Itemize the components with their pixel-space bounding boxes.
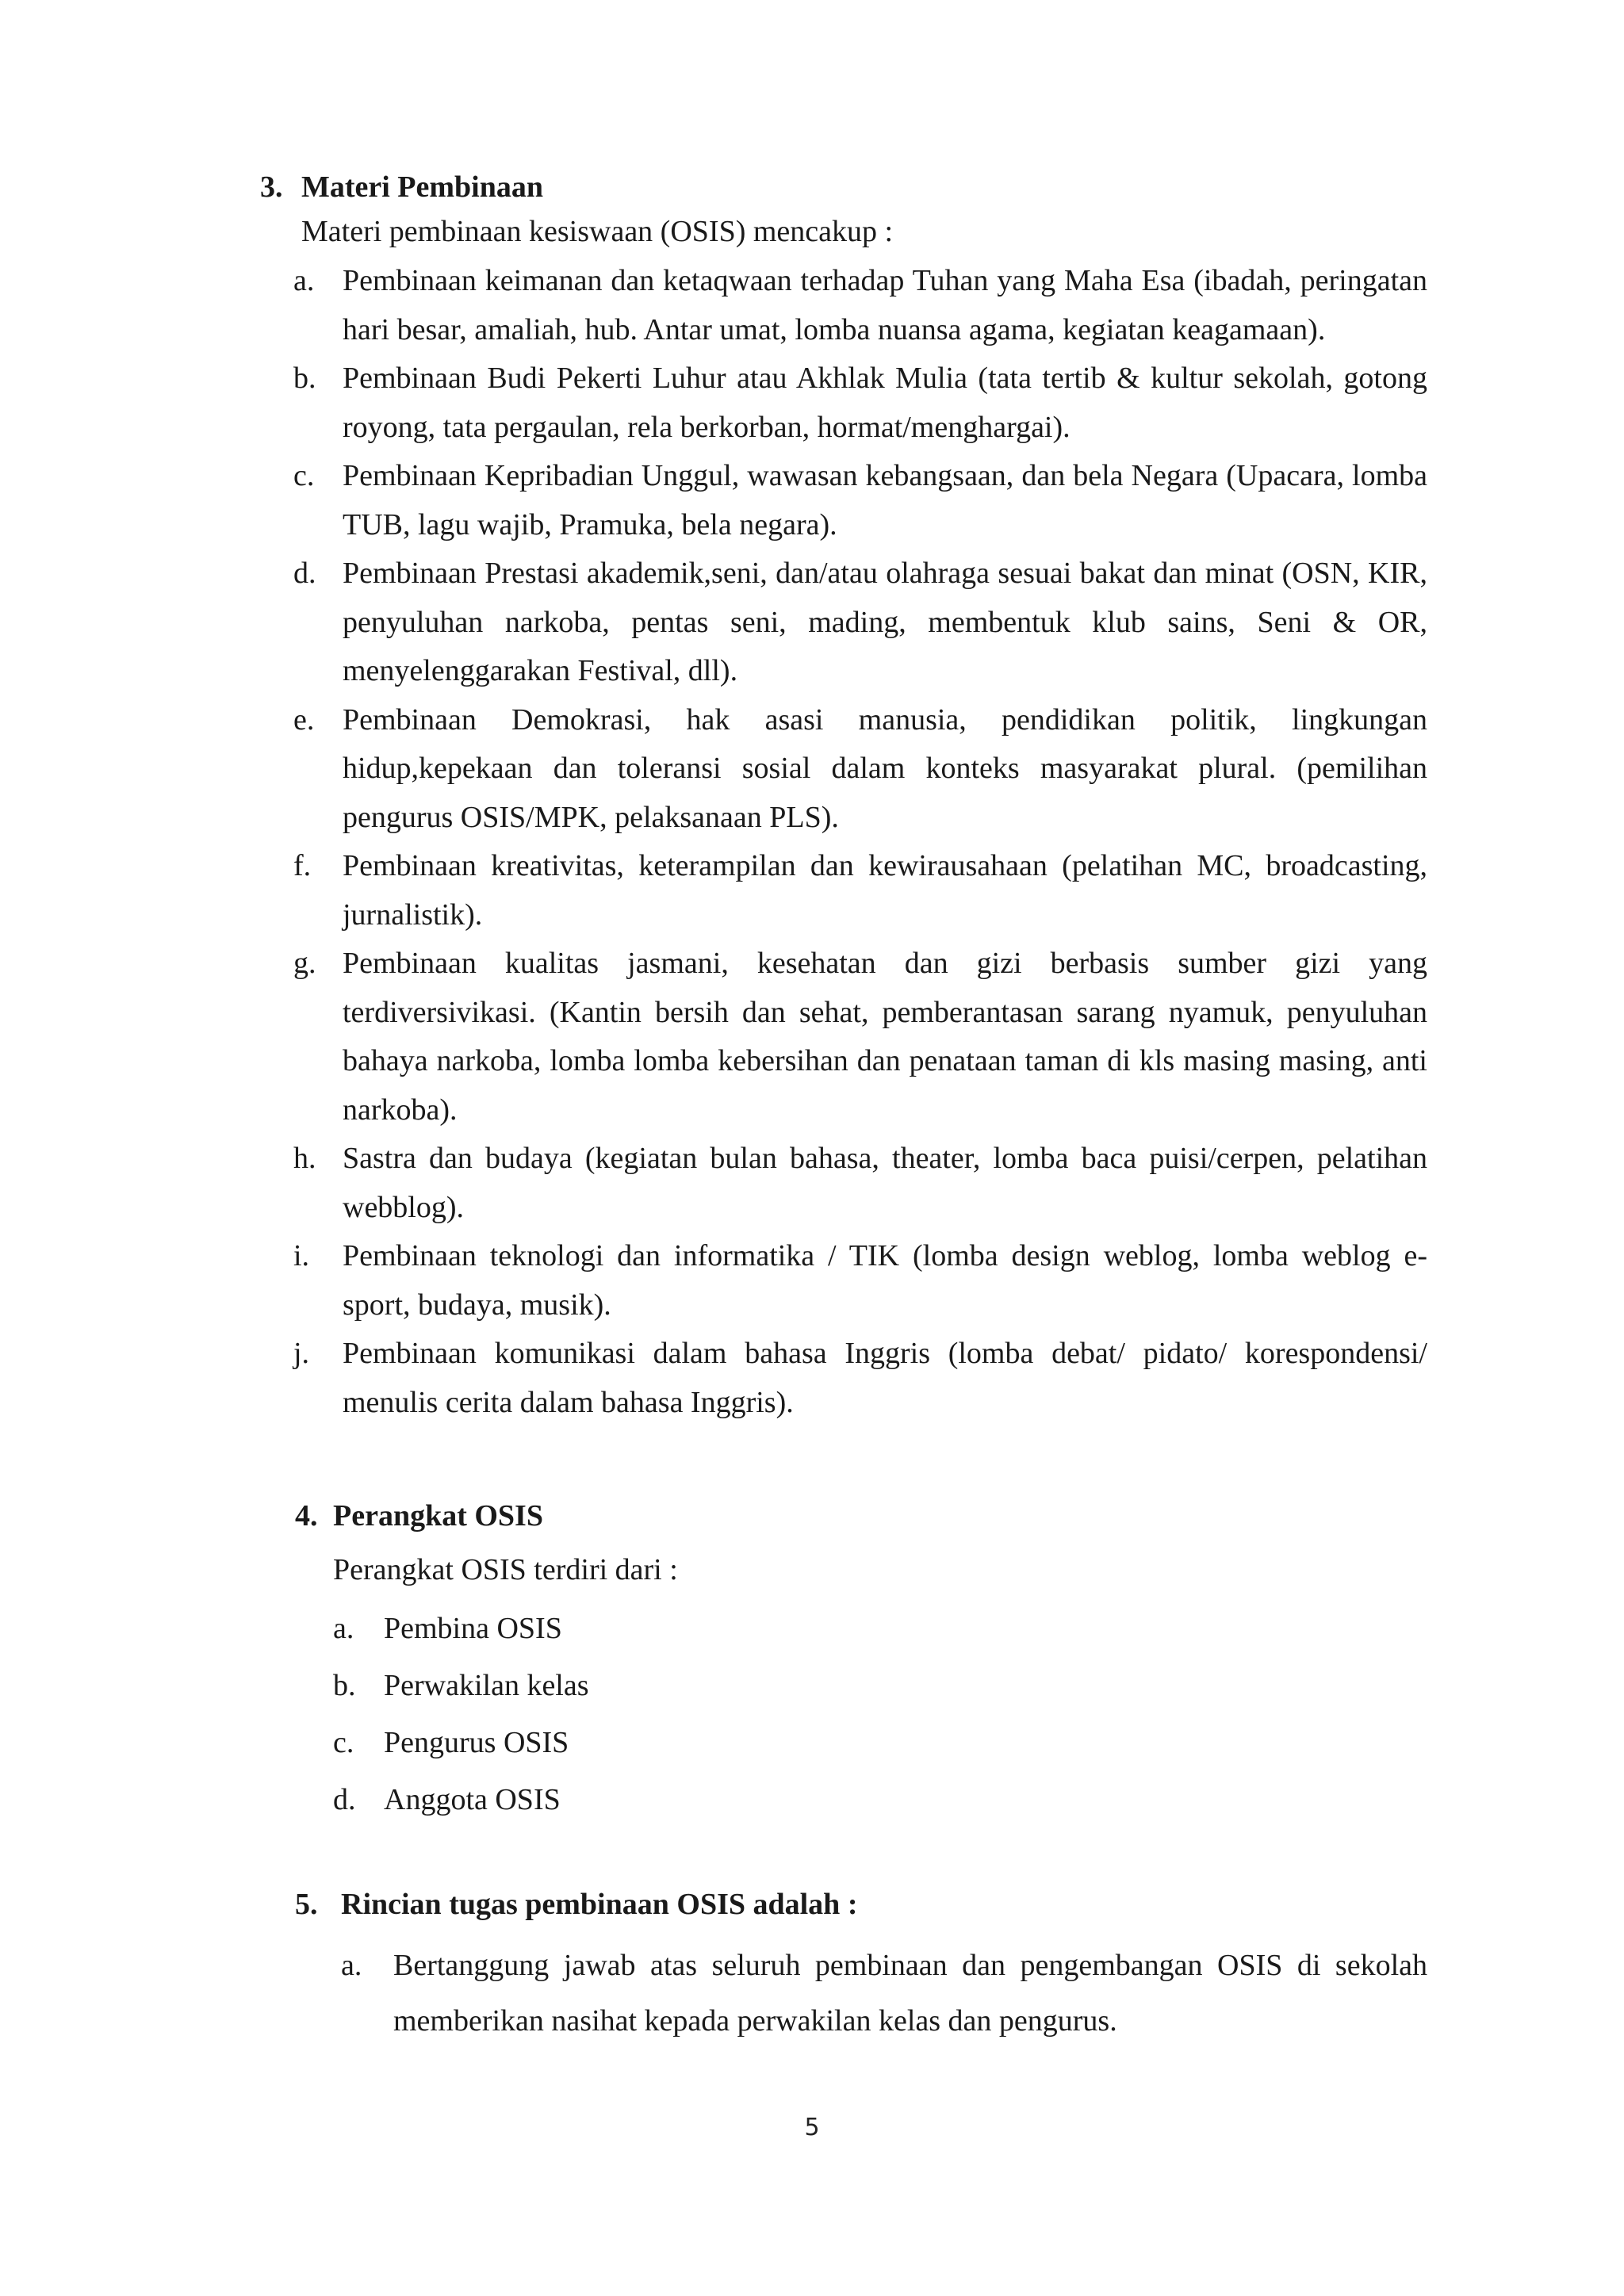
list-marker: e. <box>293 702 315 737</box>
list-item <box>295 1657 1427 1714</box>
list-item <box>295 1714 1427 1771</box>
list-item <box>260 1135 1427 1232</box>
section-title: Perangkat OSIS <box>333 1499 543 1533</box>
list-item <box>295 1771 1427 1828</box>
list-marker: b. <box>293 362 316 395</box>
list-marker: j. <box>293 1337 310 1370</box>
list-item <box>260 354 1427 452</box>
section-number: 4. <box>295 1499 318 1533</box>
list-marker: b. <box>333 1669 356 1702</box>
list-item <box>295 1938 1427 2049</box>
list-item-text: Pembinaan Demokrasi, hak asasi manusia, pendidikan politik, lingkungan hidup,kepekaan dan toleransi sosial dalam konteks masyarakat plural. (pemilihan pengurus OSIS/MPK, pelaksanaan PLS). <box>343 702 1427 834</box>
list-marker: c. <box>293 459 315 492</box>
section-heading <box>260 165 1427 209</box>
list-marker: a. <box>333 1612 354 1645</box>
list-item-text: Pengurus OSIS <box>384 1726 569 1759</box>
section-intro: Materi pembinaan kesiswaan (OSIS) mencakup : <box>301 215 894 248</box>
list-item-text: Pembinaan kreativitas, keterampilan dan kewirausahaan (pelatihan MC, broadcasting, jurnalistik). <box>343 849 1427 932</box>
section-rincian-tugas <box>295 1882 1427 2049</box>
page-number: 5 <box>804 2114 820 2141</box>
list-item-text: Pembinaan teknologi dan informatika / TIK (lomba design weblog, lomba weblog e-sport, budaya, musik). <box>343 1239 1427 1322</box>
list-item-text: Sastra dan budaya (kegiatan bulan bahasa, theater, lomba baca puisi/cerpen, pelatihan webblog). <box>343 1142 1427 1224</box>
list-item <box>260 1330 1427 1427</box>
list-item-text: Bertanggung jawab atas seluruh pembinaan dan pengembangan OSIS di sekolah memberikan nasihat kepada perwakilan kelas dan pengurus. <box>393 1949 1427 2038</box>
list-marker: f. <box>293 849 312 882</box>
section-materi-pembinaan <box>260 165 1427 1427</box>
list-item-text: Pembinaan Budi Pekerti Luhur atau Akhlak Mulia (tata tertib & kultur sekolah, gotong royong, tata pergaulan, rela berkorban, hormat/menghargai). <box>343 362 1427 444</box>
perangkat-list <box>295 1600 1427 1828</box>
list-marker: i. <box>293 1239 310 1272</box>
list-item <box>260 257 1427 354</box>
section-title: Rincian tugas pembinaan OSIS adalah : <box>341 1888 858 1921</box>
list-item-text: Pembinaan komunikasi dalam bahasa Inggris (lomba debat/ pidato/ korespondensi/ menulis cerita dalam bahasa Inggris). <box>343 1337 1427 1419</box>
list-marker: d. <box>293 557 316 590</box>
materi-list <box>260 257 1427 1427</box>
section-heading <box>295 1882 1427 1927</box>
list-marker: h. <box>293 1142 316 1175</box>
list-marker: g. <box>293 947 316 980</box>
list-item <box>260 939 1427 1135</box>
list-item-text: Pembinaan Prestasi akademik,seni, dan/atau olahraga sesuai bakat dan minat (OSN, KIR, penyuluhan narkoba, pentas seni, mading, membentuk klub sains, Seni & OR, menyelenggarakan Festival, dll). <box>343 557 1427 687</box>
section-number: 5. <box>295 1888 318 1921</box>
list-item-text: Anggota OSIS <box>384 1783 561 1816</box>
list-item <box>260 696 1427 843</box>
list-item-text: Perwakilan kelas <box>384 1669 589 1702</box>
list-item <box>260 842 1427 939</box>
list-marker: a. <box>293 264 315 297</box>
list-marker: a. <box>341 1949 362 1982</box>
list-marker: d. <box>333 1783 356 1816</box>
section-intro: Perangkat OSIS terdiri dari : <box>333 1553 678 1586</box>
section-number: 3. <box>260 170 283 204</box>
list-item <box>260 1232 1427 1330</box>
list-item-text: Pembina OSIS <box>384 1612 562 1645</box>
list-item-text: Pembinaan kualitas jasmani, kesehatan dan gizi berbasis sumber gizi yang terdiversivikasi. (Kantin bersih dan sehat, pemberantasan sarang nyamuk, penyuluhan bahaya narkoba, lomba lomba kebersihan dan penataan taman di kls masing masing, anti narkoba). <box>343 947 1427 1127</box>
list-item-text: Pembinaan Kepribadian Unggul, wawasan kebangsaan, dan bela Negara (Upacara, lomba TUB, lagu wajib, Pramuka, bela negara). <box>343 459 1427 541</box>
list-item-text: Pembinaan keimanan dan ketaqwaan terhadap Tuhan yang Maha Esa (ibadah, peringatan hari besar, amaliah, hub. Antar umat, lomba nuansa agama, kegiatan keagamaan). <box>343 264 1427 346</box>
tugas-list <box>295 1938 1427 2049</box>
section-title: Materi Pembinaan <box>301 170 544 204</box>
list-marker: c. <box>333 1726 354 1759</box>
list-item <box>295 1600 1427 1657</box>
section-perangkat-osis <box>295 1494 1427 1828</box>
list-item <box>260 452 1427 549</box>
section-heading <box>295 1494 1427 1538</box>
list-item <box>260 549 1427 696</box>
